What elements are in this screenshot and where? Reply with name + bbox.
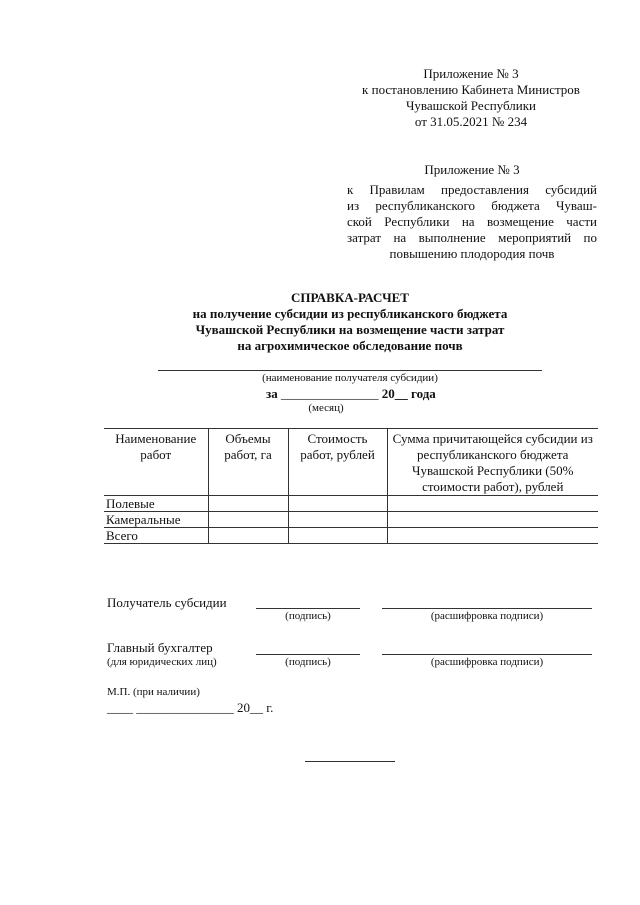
period-year: 20__ года [381,386,436,401]
table-cell [387,512,598,528]
table-cell [208,496,288,512]
accountant-decoding-line [382,654,592,655]
header-cost: Стоимость работ, рублей [288,429,387,496]
title-sub-line: Чувашской Республики на возмещение части затрат [195,322,505,337]
recipient-signature-caption: (подпись) [285,610,331,622]
accountant-signature-caption: (подпись) [285,656,331,668]
recipient-name-line [158,370,542,371]
accountant-label: Главный бухгалтер [107,640,213,655]
appendix-1-line: от 31.05.2021 № 234 [414,114,528,129]
recipient-decoding-line [382,608,592,609]
table-row [104,528,598,544]
appendix-2-line: затрат на выполнение мероприятий по [347,230,597,245]
appendix-1-line: Приложение № 3 [423,66,519,81]
table-row [104,496,598,512]
appendix-2-block [347,162,597,262]
period-line [266,386,436,402]
row-label: Камеральные [104,512,208,528]
month-caption: (месяц) [308,402,344,414]
footer-separator [305,761,395,762]
header-work-name: Наименование работ [104,429,208,496]
appendix-2-line: из республиканского бюджета Чуваш- [347,198,597,213]
appendix-1-block [340,66,602,130]
appendix-2-line: ской Республики на возмещение части [347,214,597,229]
table-row [104,512,598,528]
accountant-decoding-caption: (расшифровка подписи) [430,656,544,668]
table-cell [288,496,387,512]
title-sub-line: на агрохимическое обследование почв [237,338,463,353]
table-cell [208,528,288,544]
title-main: СПРАВКА-РАСЧЕТ [291,290,409,305]
table-cell [387,496,598,512]
table-cell [387,528,598,544]
table-cell [288,528,387,544]
recipient-decoding-caption: (расшифровка подписи) [430,610,544,622]
row-label: Всего [104,528,208,544]
appendix-2-line: к Правилам предоставления субсидий [347,182,597,197]
period-prefix: за [266,386,278,401]
row-label: Полевые [104,496,208,512]
table-cell [208,512,288,528]
header-subsidy: Сумма причитающейся субсидии из республиканского бюджета Чувашской Республики (50% стоимости работ), рублей [387,429,598,496]
recipient-caption: (наименование получателя субсидии) [262,372,438,384]
accountant-note: (для юридических лиц) [107,656,217,668]
calculation-table [104,428,598,544]
appendix-2-heading: Приложение № 3 [424,162,520,177]
appendix-1-line: к постановлению Кабинета Министров [362,82,580,97]
recipient-signature-line [256,608,360,609]
table-header-row [104,429,598,496]
accountant-signature-line [256,654,360,655]
header-volume: Объемы работ, га [208,429,288,496]
appendix-2-line: повышению плодородия почв [389,246,555,261]
appendix-1-line: Чувашской Республики [405,98,537,113]
document-title [140,290,560,354]
stamp-label: М.П. (при наличии) [107,686,200,698]
date-line: ____ _______________ 20__ г. [107,700,274,715]
title-sub-line: на получение субсидии из республиканского бюджета [192,306,508,321]
table-cell [288,512,387,528]
recipient-label: Получатель субсидии [107,595,227,610]
period-month-blank: _______________ [280,386,379,401]
